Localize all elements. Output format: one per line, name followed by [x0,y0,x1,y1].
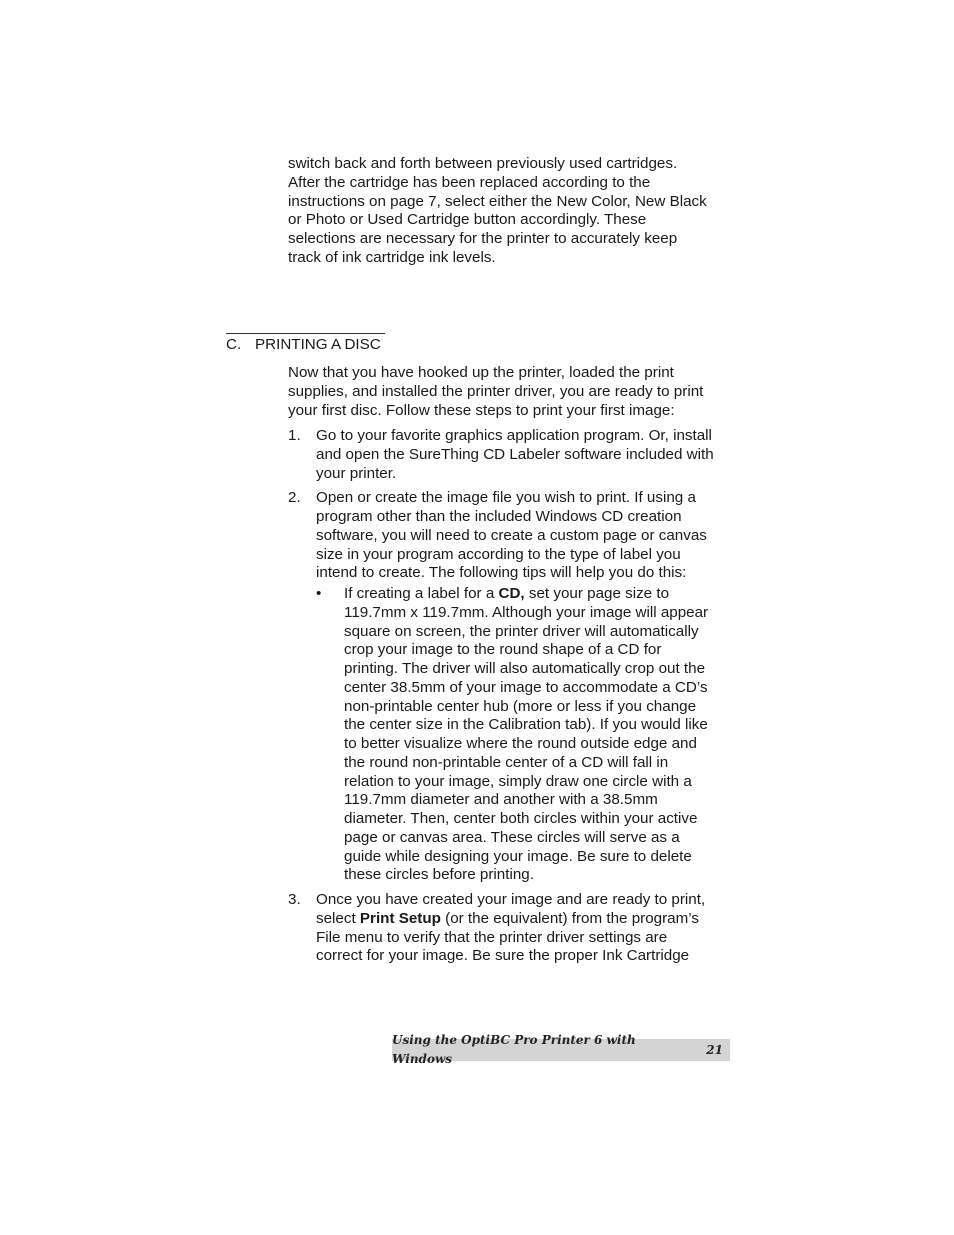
bullet-line: to better visualize where the round outside edge and [344,735,697,752]
step-item [288,891,733,966]
intro-line: selections are necessary for the printer to accurately keep [288,230,678,247]
step-line: Once you have created your image and are ready to print, [316,891,706,908]
bullet-line: page or canvas area. These circles will serve as a [344,828,680,846]
bullet-line: relation to your image, simply draw one circle with a [344,772,692,790]
step-line: correct for your image. Be sure the proper Ink Cartridge [316,947,690,965]
step-number: 3. [288,891,301,908]
intro-line: or Photo or Used Cartridge button accordingly. These [288,211,647,229]
bullet-line: the round non-printable center of a CD will fall in [344,753,669,771]
bullet-line-end: set your page size to [524,585,670,602]
step-line: and open the SureThing CD Labeler software included with [316,445,714,463]
bullet-line: 119.7mm diameter and another with a 38.5mm [344,791,658,809]
step-line-end: (or the equivalent) from the program’s [440,909,699,927]
intro-line: track of ink cartridge ink levels. [288,248,496,266]
bullet-line: non-printable center hub (more or less if you change [344,697,697,715]
step-number: 2. [288,489,301,507]
bullet-line: center 38.5mm of your image to accommodate a CD’s [344,678,708,696]
tip-bullet [316,585,733,885]
step-line: Open or create the image file you wish to print. If using a [316,489,696,507]
bullet-line: square on screen, the printer driver will automatically [344,622,699,640]
section-letter: C. [226,336,242,353]
bullet-line-start: If creating a label for a [344,585,499,602]
bullet-line: diameter. Then, center both circles within your active [344,810,698,827]
bullet-mark: • [316,585,322,602]
step-line: Go to your favorite graphics application program. Or, install [316,427,712,444]
step-line: software, you will need to create a custom page or canvas [316,526,707,544]
step-number: 1. [288,427,301,444]
step-item [288,489,733,885]
section-title: PRINTING A DISC [255,336,381,353]
step-text [316,891,733,966]
step-line: size in your program according to the type of label you [316,545,681,563]
lead-line: Now that you have hooked up the printer, loaded the print [288,364,674,381]
running-title: Using the OptiBC Pro Printer 6 with Windows [392,1033,636,1066]
lead-line: supplies, and installed the printer driver, you are ready to print [288,382,704,400]
running-footer [392,1033,730,1066]
intro-paragraph [288,155,728,268]
step-line: program other than the included Windows CD creation [316,508,682,525]
section-divider [226,333,385,334]
bullet-line: crop your image to the round shape of a CD for [344,641,662,659]
bullet-text [344,585,733,885]
lead-paragraph [288,364,728,420]
section-heading [226,336,526,355]
intro-line: instructions on page 7, select either the New Color, New Black [288,192,707,210]
step-line: intend to create. The following tips will help you do this: [316,564,687,582]
step-line: File menu to verify that the printer driver settings are [316,928,668,946]
steps-list [288,427,733,972]
bullet-line: guide while designing your image. Be sure to delete [344,847,692,865]
page-number: 21 [706,1042,723,1057]
step-text [316,427,733,483]
bullet-line: the center size in the Calibration tab). If you would like [344,716,708,734]
lead-line: your first disc. Follow these steps to print your first image: [288,401,675,419]
intro-line: After the cartridge has been replaced according to the [288,173,651,191]
print-setup-emphasis: Print Setup [359,909,441,927]
bullet-line: 119.7mm x 119.7mm. Although your image will appear [344,603,709,621]
cd-emphasis: CD, [498,585,525,602]
bullet-line: printing. The driver will also automatically crop out the [344,660,706,677]
step-line: your printer. [316,464,397,482]
step-item [288,427,733,483]
step-text [316,489,733,885]
intro-line: switch back and forth between previously used cartridges. [288,155,678,172]
bullet-line: these circles before printing. [344,866,534,884]
step-line-start: select [316,909,360,927]
